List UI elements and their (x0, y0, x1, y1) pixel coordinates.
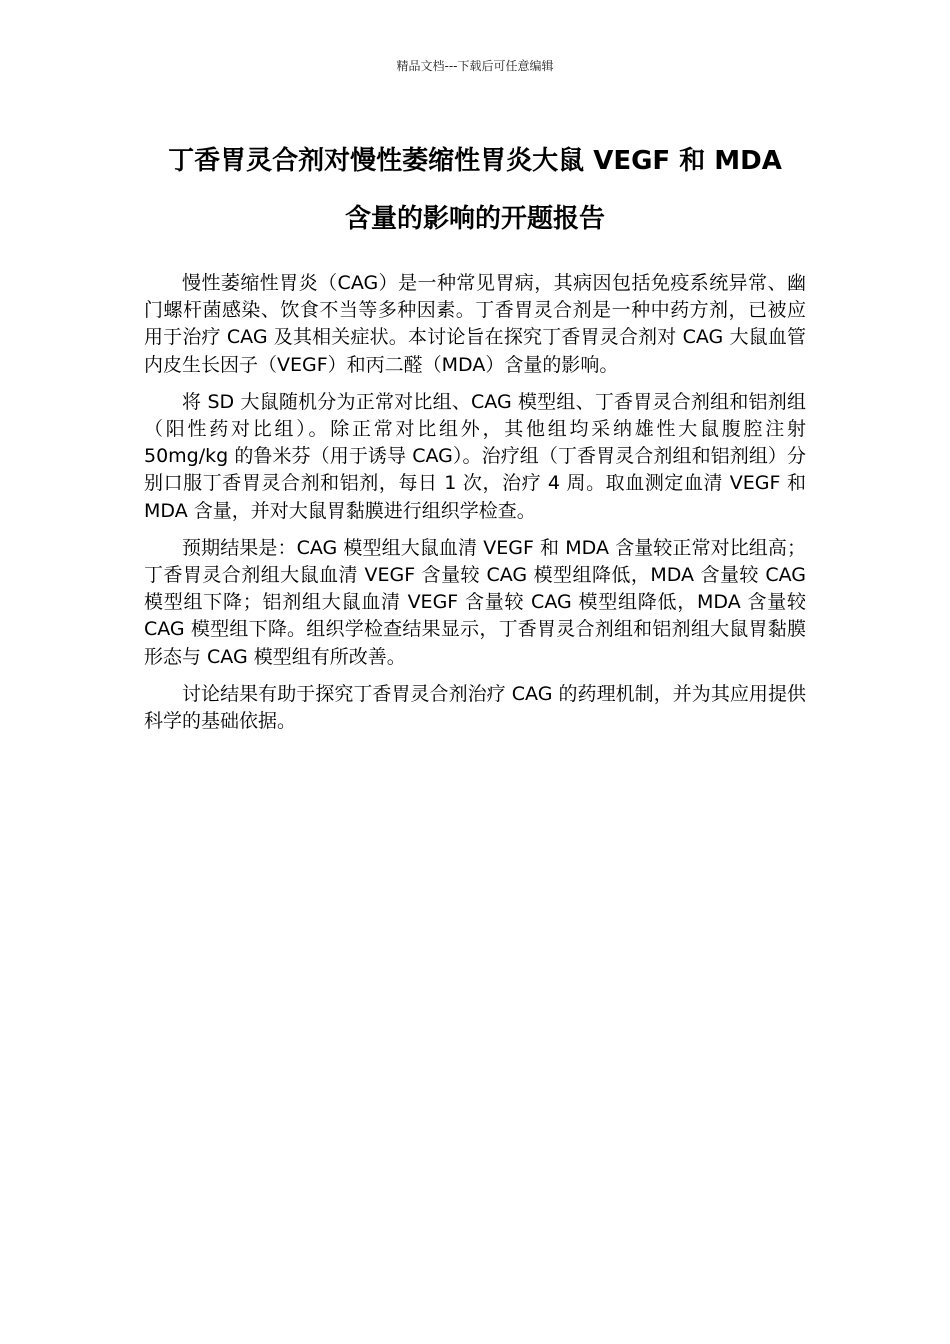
title-line-2: 含量的影响的开题报告 (344, 204, 605, 234)
document-body (144, 270, 806, 745)
paragraph-methods: 将 SD 大鼠随机分为正常对比组、CAG 模型组、丁香胃灵合剂组和铝剂组（阳性药对比组）。除正常对比组外，其他组均采纳雄性大鼠腹腔注射 50mg/kg 的鲁米芬（用于诱导 CAG）。治疗组（丁香胃灵合剂组和铝剂组）分别口服丁香胃灵合剂和铝剂，每日 1 次，治疗 4 周。取血测定血清 VEGF 和 MDA 含量，并对大鼠胃黏膜进行组织学检查。 (144, 390, 806, 522)
paragraph-expected-results: 预期结果是：CAG 模型组大鼠血清 VEGF 和 MDA 含量较正常对比组高；丁香胃灵合剂组大鼠血清 VEGF 含量较 CAG 模型组降低，MDA 含量较 CAG 模型组下降；铝剂组大鼠血清 VEGF 含量较 CAG 模型组降低，MDA 含量较 CAG 模型组下降。组织学检查结果显示，丁香胃灵合剂组和铝剂组大鼠胃黏膜形态与 CAG 模型组有所改善。 (144, 536, 806, 668)
document-title (140, 132, 810, 248)
paragraph-background: 慢性萎缩性胃炎（CAG）是一种常见胃病，其病因包括免疫系统异常、幽门螺杆菌感染、饮食不当等多种因素。丁香胃灵合剂是一种中药方剂，已被应用于治疗 CAG 及其相关症状。本讨论旨在探究丁香胃灵合剂对 CAG 大鼠血管内皮生长因子（VEGF）和丙二醛（MDA）含量的影响。 (144, 272, 806, 376)
page-header: 精品文档---下载后可任意编辑 (396, 59, 554, 73)
paragraph-significance: 讨论结果有助于探究丁香胃灵合剂治疗 CAG 的药理机制，并为其应用提供科学的基础依据。 (144, 682, 806, 733)
title-line-1: 丁香胃灵合剂对慢性萎缩性胃炎大鼠 VEGF 和 MDA (168, 146, 782, 176)
